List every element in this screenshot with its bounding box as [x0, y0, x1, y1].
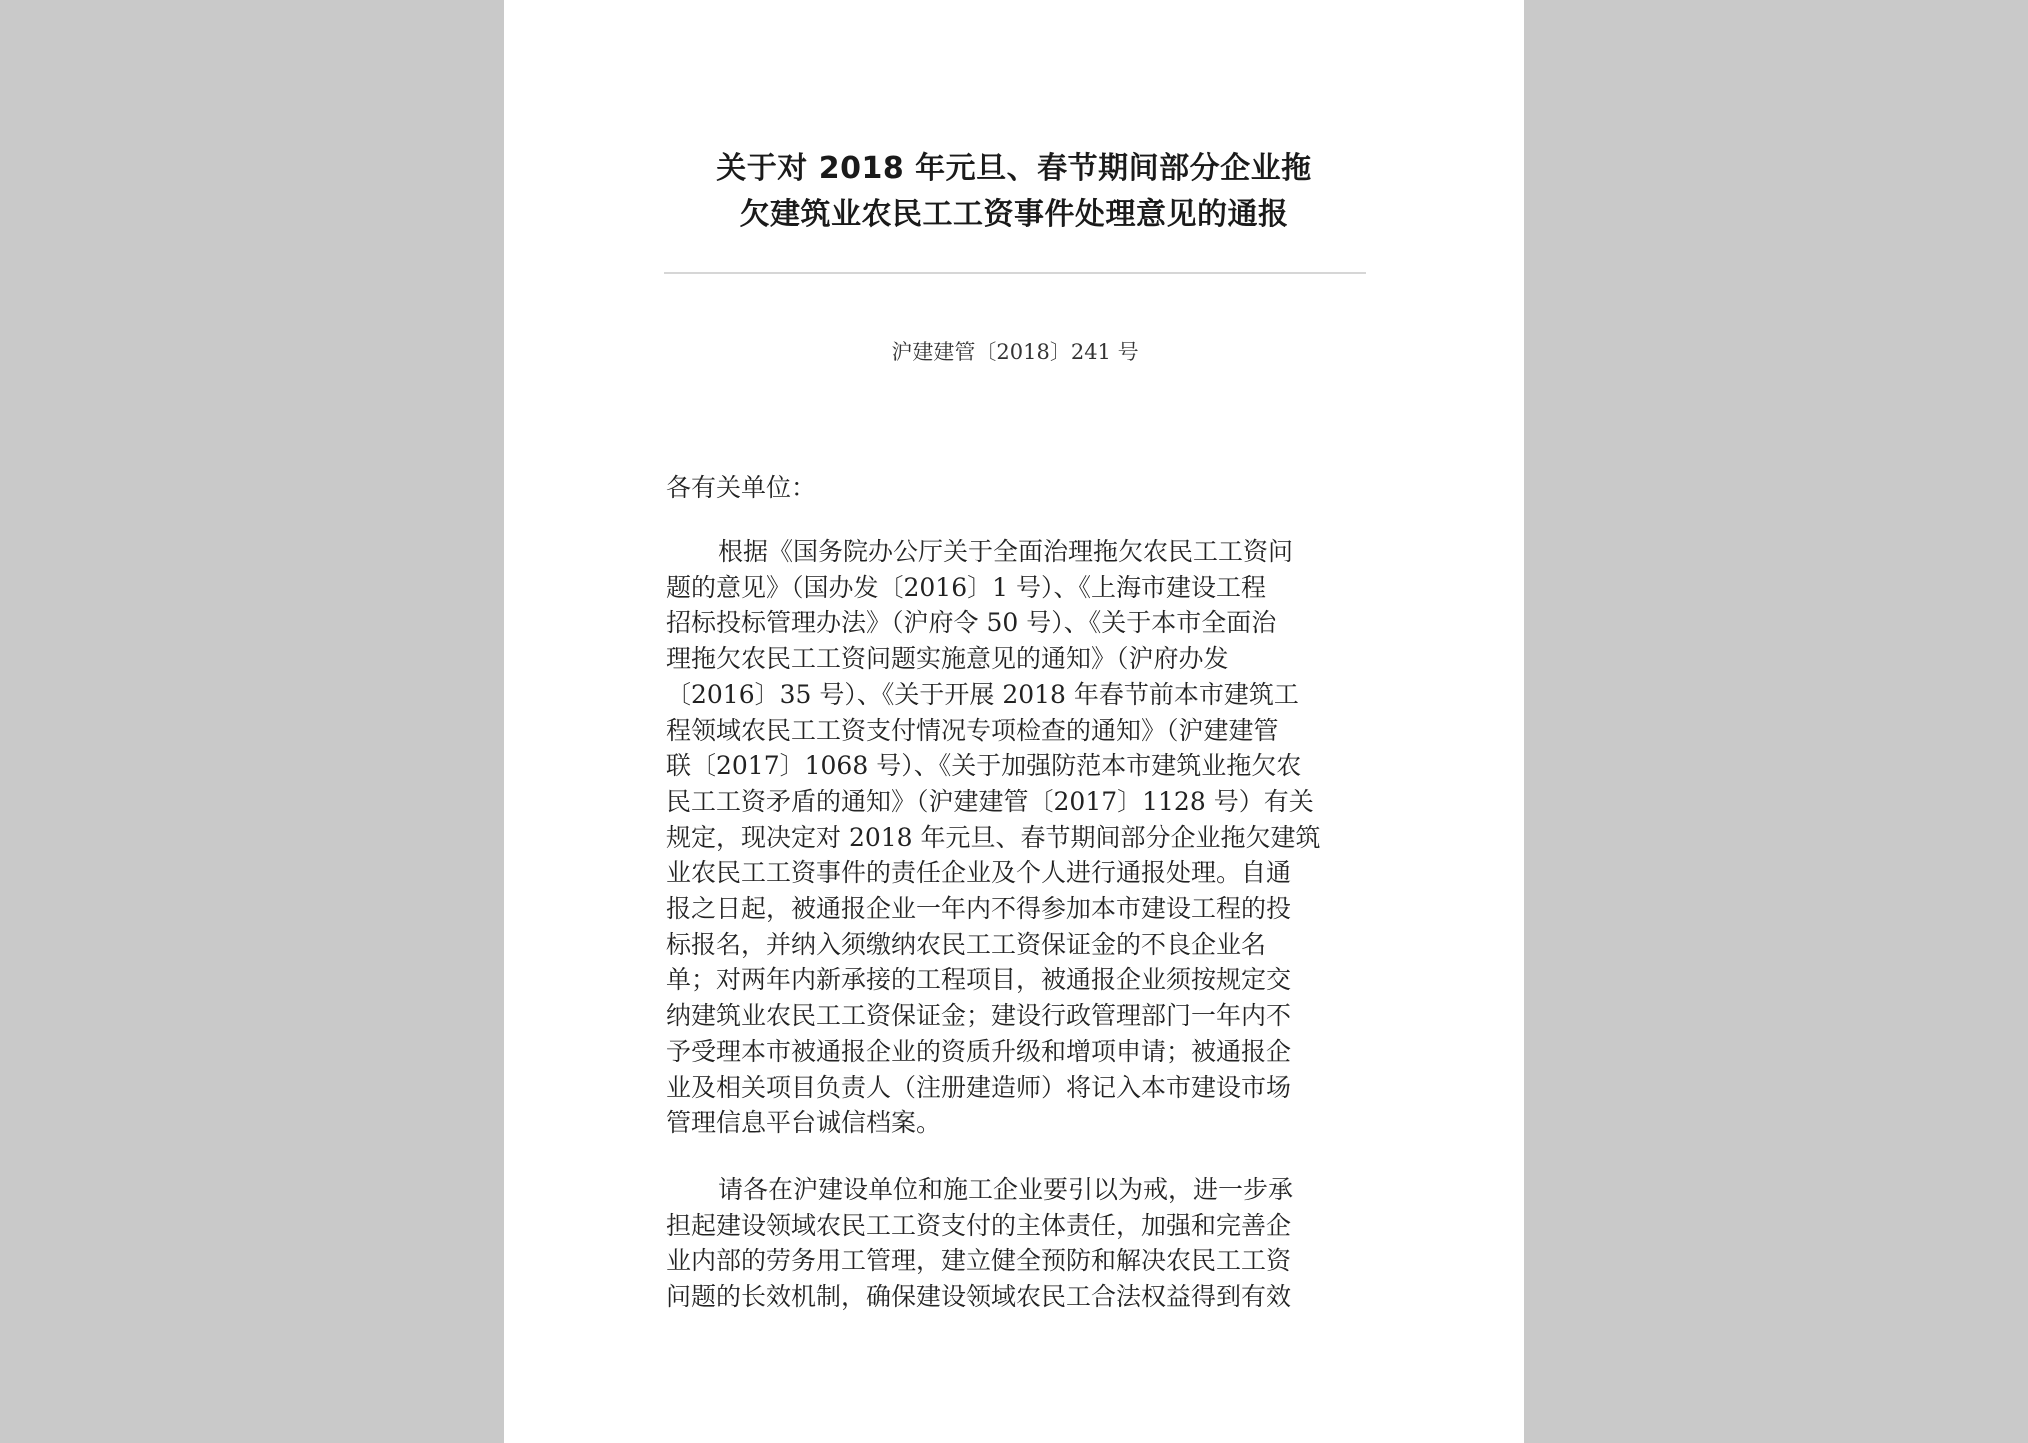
- document-number: 沪建建管〔2018〕241 号: [891, 340, 1139, 364]
- document-title: [634, 146, 1394, 238]
- text-line: 问题的长效机制，确保建设领域农民工合法权益得到有效: [666, 1282, 1292, 1312]
- text-line: 担起建设领域农民工工资支付的主体责任，加强和完善企: [666, 1210, 1292, 1240]
- document-page: [504, 0, 1524, 1443]
- text-line: 业及相关项目负责人（注册建造师）将记入本市建设市场: [666, 1072, 1292, 1102]
- title-divider: [664, 272, 1366, 274]
- text-line: 业内部的劳务用工管理，建立健全预防和解决农民工工资: [666, 1246, 1292, 1276]
- text-line: 〔2016〕35 号）、《关于开展 2018 年春节前本市建筑工: [666, 679, 1299, 709]
- text-line: 程领域农民工工资支付情况专项检查的通知》（沪建建管: [666, 715, 1279, 745]
- text-line: 请各在沪建设单位和施工企业要引以为戒，进一步承: [718, 1175, 1294, 1204]
- text-line: 理拖欠农民工工资问题实施意见的通知》（沪府办发: [666, 644, 1229, 674]
- body-paragraph-1: [666, 534, 1366, 1141]
- text-line: 联〔2017〕1068 号）、《关于加强防范本市建筑业拖欠农: [666, 751, 1302, 781]
- text-line: 规定，现决定对 2018 年元旦、春节期间部分企业拖欠建筑: [666, 822, 1321, 852]
- text-line: 纳建筑业农民工工资保证金；建设行政管理部门一年内不: [666, 1001, 1292, 1031]
- text-line: 招标投标管理办法》（沪府令 50 号）、《关于本市全面治: [666, 608, 1277, 638]
- text-line: 民工工资矛盾的通知》（沪建建管〔2017〕1128 号）有关: [666, 786, 1314, 816]
- body-paragraph-2: [666, 1172, 1366, 1315]
- text-line: 报之日起，被通报企业一年内不得参加本市建设工程的投: [666, 894, 1292, 924]
- text-line: 标报名，并纳入须缴纳农民工工资保证金的不良企业名: [666, 929, 1267, 959]
- text-line: 根据《国务院办公厅关于全面治理拖欠农民工工资问: [718, 537, 1294, 566]
- text-line: 题的意见》（国办发〔2016〕1 号）、《上海市建设工程: [666, 572, 1266, 602]
- text-line: 单；对两年内新承接的工程项目，被通报企业须按规定交: [666, 965, 1292, 995]
- text-line: 管理信息平台诚信档案。: [666, 1108, 942, 1138]
- text-line: 予受理本市被通报企业的资质升级和增项申请；被通报企: [666, 1036, 1292, 1066]
- title-line: 欠建筑业农民工工资事件处理意见的通报: [739, 197, 1289, 232]
- text-line: 业农民工工资事件的责任企业及个人进行通报处理。自通: [666, 858, 1292, 888]
- title-line: 关于对 2018 年元旦、春节期间部分企业拖: [716, 151, 1312, 186]
- salutation: 各有关单位：: [666, 473, 817, 502]
